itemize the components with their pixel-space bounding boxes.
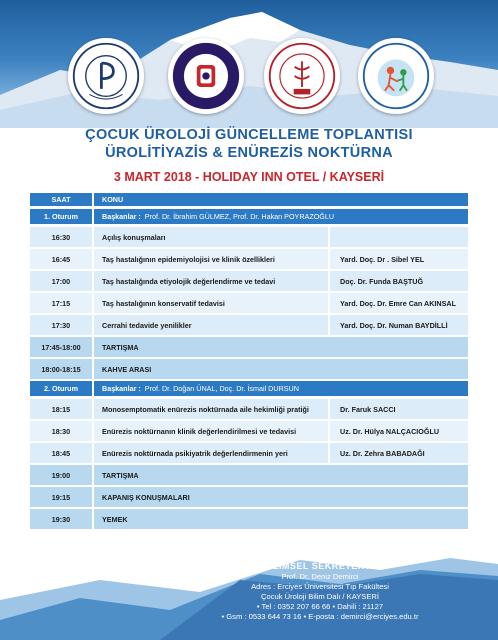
session-1-rows xyxy=(30,227,468,379)
chairs-prefix: Başkanlar : xyxy=(102,212,141,221)
row-time: 18:30 xyxy=(30,421,92,441)
row-speaker xyxy=(330,227,468,247)
row-topic: Monosemptomatik enürezis noktürnada aile hekimliği pratiği xyxy=(94,399,328,419)
chairs-names: Prof. Dr. Doğan ÜNAL, Doç. Dr. İsmail DURSUN xyxy=(144,384,299,393)
row-speaker: Uz. Dr. Zehra BABADAĞI xyxy=(330,443,468,463)
row-time: 16:45 xyxy=(30,249,92,269)
table-row xyxy=(30,399,468,419)
row-topic: KAHVE ARASI xyxy=(94,359,468,379)
row-topic: Taş hastalığının epidemiyolojisi ve klinik özellikleri xyxy=(94,249,328,269)
chairs-names: Prof. Dr. İbrahim GÜLMEZ, Prof. Dr. Hakan POYRAZOĞLU xyxy=(144,212,335,221)
row-topic: TARTIŞMA xyxy=(94,465,468,485)
row-topic: Cerrahi tedavide yenilikler xyxy=(94,315,328,335)
erciyes-tip-fakultesi-uroloji-logo xyxy=(168,38,244,114)
footer-name: Prof. Dr. Deniz Demirci xyxy=(281,572,359,581)
table-row xyxy=(30,421,468,441)
program-table xyxy=(30,193,468,531)
row-time: 19:30 xyxy=(30,509,92,529)
row-time: 18:45 xyxy=(30,443,92,463)
table-row xyxy=(30,315,468,335)
title-block xyxy=(0,126,498,186)
table-row xyxy=(30,465,468,485)
session-label: 2. Oturum xyxy=(30,381,92,396)
row-time: 18:00-18:15 xyxy=(30,359,92,379)
table-row xyxy=(30,293,468,313)
session-chairs xyxy=(94,209,468,224)
row-speaker: Yard. Doç. Dr . Sibel YEL xyxy=(330,249,468,269)
cocuk-sagligi-hastaliklari-logo xyxy=(358,38,434,114)
row-time: 17:15 xyxy=(30,293,92,313)
footer-address-1: Adres : Erciyes Üniversitesi Tıp Fakültesi xyxy=(251,582,389,591)
session-row xyxy=(30,381,468,396)
row-speaker: Doç. Dr. Funda BAŞTUĞ xyxy=(330,271,468,291)
table-row xyxy=(30,359,468,379)
footer-phone: • Tel : 0352 207 66 66 • Dahili : 21127 xyxy=(256,602,384,611)
header-topic: KONU xyxy=(94,193,468,206)
row-topic: TARTIŞMA xyxy=(94,337,468,357)
row-topic: Enürezis noktürnanın klinik değerlendirilmesi ve tedavisi xyxy=(94,421,328,441)
row-topic: Enürezis noktürnada psikiyatrik değerlendirmenin yeri xyxy=(94,443,328,463)
scientific-secretariat xyxy=(200,560,440,622)
event-title: ÇOCUK ÜROLOJİ GÜNCELLEME TOPLANTISI xyxy=(85,127,413,143)
table-row xyxy=(30,271,468,291)
row-time: 19:00 xyxy=(30,465,92,485)
footer-contact: • Gsm : 0533 644 73 16 • E-posta : demirci@erciyes.edu.tr xyxy=(221,612,419,621)
row-time: 17:00 xyxy=(30,271,92,291)
table-row xyxy=(30,487,468,507)
row-time: 17:45-18:00 xyxy=(30,337,92,357)
chairs-prefix: Başkanlar : xyxy=(102,384,141,393)
row-time: 18:15 xyxy=(30,399,92,419)
row-time: 17:30 xyxy=(30,315,92,335)
logos-row xyxy=(0,38,498,118)
table-row xyxy=(30,443,468,463)
row-speaker: Dr. Faruk SACCI xyxy=(330,399,468,419)
row-time: 19:15 xyxy=(30,487,92,507)
row-speaker: Yard. Doç. Dr. Numan BAYDİLLİ xyxy=(330,315,468,335)
row-topic: Taş hastalığının konservatif tedavisi xyxy=(94,293,328,313)
session-2-rows xyxy=(30,399,468,529)
footer-title: BİLİMSEL SEKRETERYA xyxy=(262,561,378,571)
event-date-venue: 3 MART 2018 - HOLIDAY INN OTEL / KAYSERİ xyxy=(113,170,385,184)
table-header-row xyxy=(30,193,468,206)
row-topic: YEMEK xyxy=(94,509,468,529)
turk-uroloji-dernegi-logo xyxy=(68,38,144,114)
row-speaker: Yard. Doç. Dr. Emre Can AKINSAL xyxy=(330,293,468,313)
row-speaker: Uz. Dr. Hülya NALÇACIOĞLU xyxy=(330,421,468,441)
event-subtitle: ÜROLİTİYAZİS & ENÜREZİS NOKTÜRNA xyxy=(105,145,393,161)
session-row xyxy=(30,209,468,224)
row-topic: KAPANIŞ KONUŞMALARI xyxy=(94,487,468,507)
erciyes-universitesi-tip-fakultesi-logo xyxy=(264,38,340,114)
table-row xyxy=(30,249,468,269)
session-label: 1. Oturum xyxy=(30,209,92,224)
session-chairs xyxy=(94,381,468,396)
table-row xyxy=(30,337,468,357)
footer-address-2: Çocuk Üroloji Bilim Dalı / KAYSERİ xyxy=(260,592,379,601)
row-topic: Taş hastalığında etiyolojik değerlendirme ve tedavi xyxy=(94,271,328,291)
table-row xyxy=(30,227,468,247)
table-row xyxy=(30,509,468,529)
header-time: SAAT xyxy=(30,193,92,206)
row-topic: Açılış konuşmaları xyxy=(94,227,328,247)
row-time: 16:30 xyxy=(30,227,92,247)
